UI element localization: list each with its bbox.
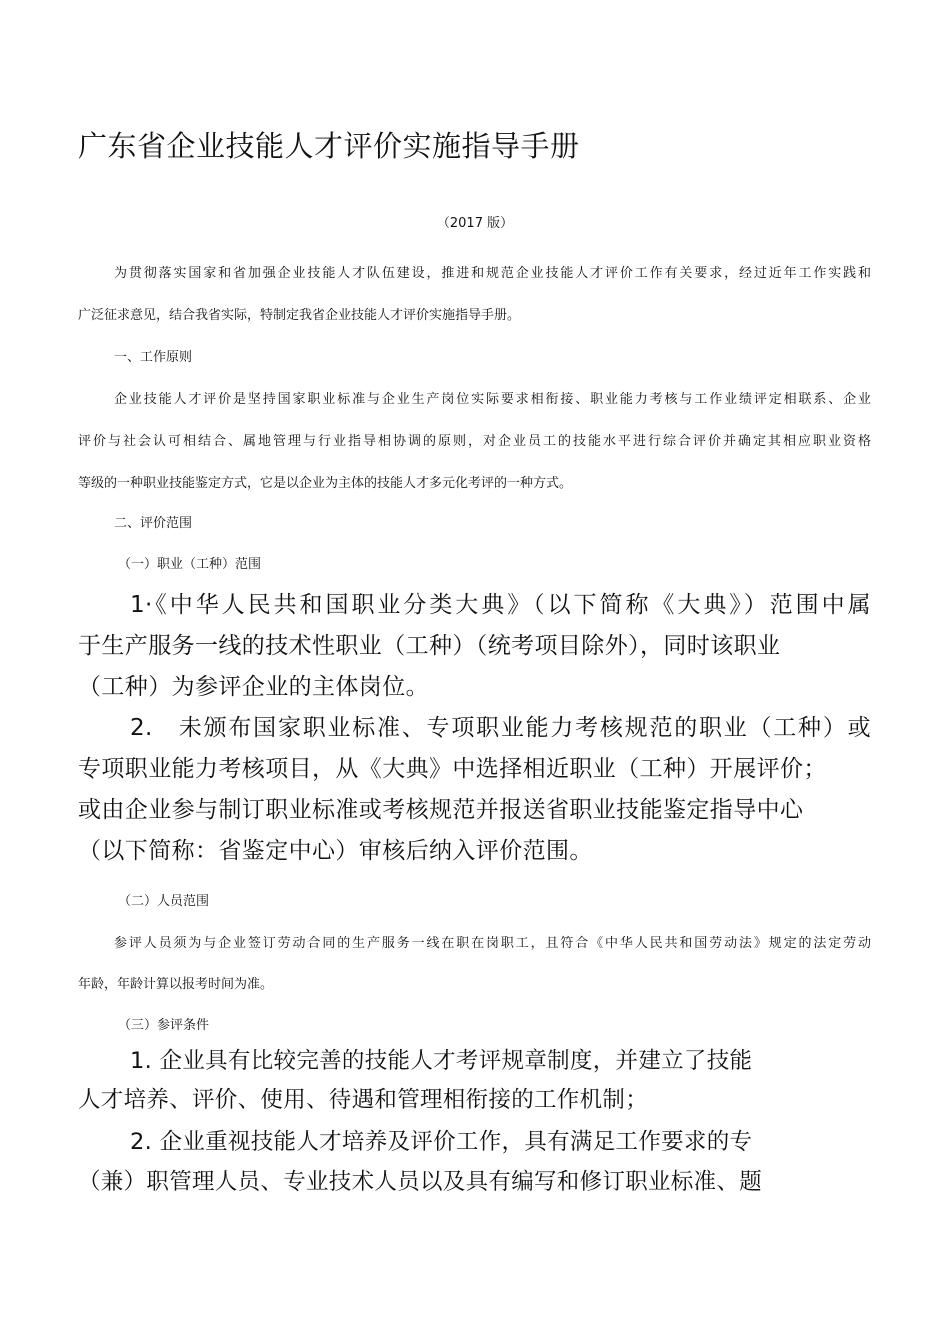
list-item-line: （兼）职管理人员、专业技术人员以及具有编写和修订职业标准、题 bbox=[78, 1169, 763, 1195]
list-item-line: （工种）为参评企业的主体岗位。 bbox=[78, 674, 429, 700]
subsection-heading: （二）人员范围 bbox=[118, 894, 210, 909]
section-heading: 二、评价范围 bbox=[114, 516, 193, 531]
paragraph-line: 评价与社会认可相结合、属地管理与行业指导相协调的原则，对企业员工的技能水平进行综合评价并确定其相应职业资格 bbox=[78, 434, 871, 449]
list-item-line: 或由企业参与制订职业标准或考核规范并报送省职业技能鉴定指导中心 bbox=[78, 797, 804, 823]
list-item-line: 1. 企业具有比较完善的技能人才考评规章制度，并建立了技能 bbox=[130, 1048, 753, 1074]
document-edition: （2017 版） bbox=[436, 216, 514, 231]
list-item-line: 专项职业能力考核项目，从《大典》中选择相近职业（工种）开展评价； bbox=[78, 756, 827, 782]
list-item-line: （以下简称：省鉴定中心）审核后纳入评价范围。 bbox=[78, 838, 593, 864]
document-title: 广东省企业技能人才评价实施指导手册 bbox=[78, 129, 580, 163]
intro-line: 广泛征求意见，结合我省实际，特制定我省企业技能人才评价实施指导手册。 bbox=[78, 308, 521, 323]
subsection-heading: （三）参评条件 bbox=[118, 1018, 210, 1033]
subsection-heading: （一）职业（工种）范围 bbox=[118, 557, 262, 572]
paragraph-line: 参评人员须为与企业签订劳动合同的生产服务一线在职在岗职工，且符合《中华人民共和国劳动法》规定的法定劳动 bbox=[114, 936, 871, 951]
list-item-line: 人才培养、评价、使用、待遇和管理相衔接的工作机制； bbox=[78, 1087, 649, 1113]
paragraph-line: 企业技能人才评价是坚持国家职业标准与企业生产岗位实际要求相衔接、职业能力考核与工作业绩评定相联系、企业 bbox=[114, 392, 871, 407]
list-item-line: 2. 企业重视技能人才培养及评价工作，具有满足工作要求的专 bbox=[130, 1129, 753, 1155]
intro-line: 为贯彻落实国家和省加强企业技能人才队伍建设，推进和规范企业技能人才评价工作有关要求，经过近年工作实践和 bbox=[114, 266, 871, 281]
paragraph-line: 等级的一种职业技能鉴定方式，它是以企业为主体的技能人才多元化考评的一种方式。 bbox=[78, 476, 573, 491]
list-item-line: 2. 未颁布国家职业标准、专项职业能力考核规范的职业（工种）或 bbox=[130, 715, 871, 741]
section-heading: 一、工作原则 bbox=[114, 350, 193, 365]
paragraph-line: 年龄，年龄计算以报考时间为准。 bbox=[78, 977, 274, 992]
list-item-line: 1·《中华人民共和国职业分类大典》（以下简称《大典》）范围中属 bbox=[130, 592, 871, 618]
list-item-line: 于生产服务一线的技术性职业（工种）（统考项目除外），同时该职业 bbox=[78, 633, 781, 659]
